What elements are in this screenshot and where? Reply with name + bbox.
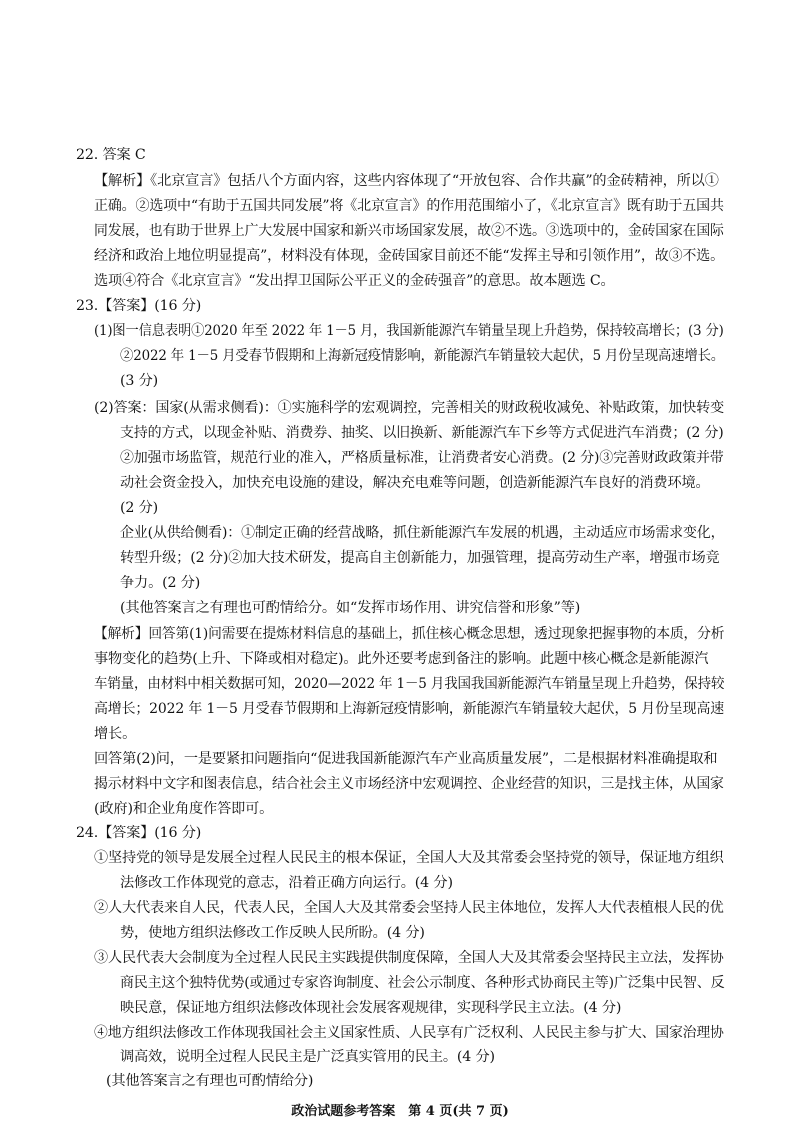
q24-heading: 24.【答案】(16 分) <box>76 825 202 841</box>
q23-part2-line: (2)答案：国家(从需求侧看)：①实施科学的宏观调控，完善相关的财政税收减免、补贴政策，加快转变 <box>94 400 725 416</box>
q23-part2-line: 动社会资金投入，加快充电设施的建设，解决充电难等问题，创造新能源汽车良好的消费环境。 <box>120 475 710 491</box>
q23-part1-line: (1)图一信息表明①2020 年至 2022 年 1－5 月，我国新能源汽车销量呈现上升趋势，保持较高增长；(3 分) <box>94 323 724 339</box>
q24-line: 法修改工作体现党的意志，沿着正确方向运行。(4 分) <box>120 875 453 891</box>
q24-line: ②人大代表来自人民，代表人民，全国人大及其常委会坚持人民主体地位，发挥人大代表植根人民的优 <box>94 900 724 916</box>
q23-part2-line: ②加强市场监管，规范行业的准入，严格质量标准，让消费者安心消费。(2 分)③完善财政政策并带 <box>120 450 724 466</box>
q22-line: 同发展，也有助于世界上广大发展中国家和新兴市场国家发展，故②不选。③选项中的，金砖国家在国际 <box>94 223 724 239</box>
q22-line: 正确。②选项中“有助于五国共同发展”将《北京宣言》的作用范围缩小了，《北京宣言》既有助于五国共 <box>94 198 724 214</box>
q22-line: 经济和政治上地位明显提高”，材料没有体现，金砖国家目前还不能“发挥主导和引领作用”，故③不选。 <box>94 248 724 264</box>
q24-line: 势，使地方组织法修改工作反映人民所盼。(4 分) <box>120 925 425 941</box>
q23-part1-line: (3 分) <box>120 373 159 389</box>
q24-line: 调高效，说明全过程人民民主是广泛真实管用的民主。(4 分) <box>120 1049 495 1065</box>
q24-line: ①坚持党的领导是发展全过程人民民主的根本保证，全国人大及其常委会坚持党的领导，保证地方组织 <box>94 850 724 866</box>
q23-analysis-line: 回答第(2)问，一是要紧扣问题指向“促进我国新能源汽车产业高质量发展”，二是根据材料准确提取和 <box>94 751 718 767</box>
q23-analysis-line: 揭示材料中文字和图表信息，结合社会主义市场经济中宏观调控、企业经营的知识，三是找主体，从国家 <box>94 776 724 792</box>
q23-heading: 23.【答案】(16 分) <box>76 298 202 314</box>
q22-line: 选项④符合《北京宣言》“发出捍卫国际公平正义的金砖强音”的意思。故本题选 C。 <box>94 273 615 289</box>
q23-part2-note: (其他答案言之有理也可酌情给分。如“发挥市场作用、讲究信誉和形象”等) <box>120 600 581 616</box>
q23-analysis-line: 高增长；2022 年 1－5 月受春节假期和上海新冠疫情影响，新能源汽车销量较大起伏，5 月份呈现高速 <box>94 701 725 717</box>
q24-line: ④地方组织法修改工作体现我国社会主义国家性质、人民享有广泛权利、人民民主参与扩大、国家治理协 <box>94 1025 724 1041</box>
q23-part2-line: 转型升级；(2 分)②加大技术研发，提高自主创新能力，加强管理，提高劳动生产率，增强市场竞 <box>120 550 720 566</box>
q24-line: 映民意，保证地方组织法修改体现社会发展客观规律，实现科学民主立法。(4 分) <box>120 1000 622 1016</box>
q23-analysis-line: (政府)和企业角度作答即可。 <box>94 801 274 817</box>
q24-line: ③人民代表大会制度为全过程人民民主实践提供制度保障，全国人大及其常委会坚持民主立法，发挥协 <box>94 950 724 966</box>
q23-part2-line: 支持的方式，以现金补贴、消费券、抽奖、以旧换新、新能源汽车下乡等方式促进汽车消费；(2 分) <box>120 425 724 441</box>
q24-note: (其他答案言之有理也可酌情给分) <box>106 1073 314 1089</box>
q24-line: 商民主这个独特优势(或通过专家咨询制度、社会公示制度、各种形式协商民主等)广泛集中民智、反 <box>120 975 725 991</box>
q23-analysis-line: 车销量，由材料中相关数据可知，2020—2022 年 1－5 月我国我国新能源汽车销量呈现上升趋势，保持较 <box>94 676 725 692</box>
q23-part2-line: (2 分) <box>120 500 159 516</box>
q22-heading: 22. 答案 C <box>76 147 146 163</box>
q23-analysis-line: 事物变化的趋势(上升、下降或相对稳定)。此外还要考虑到备注的影响。此题中核心概念是新能源汽 <box>94 651 709 667</box>
q23-analysis-line: 【解析】回答第(1)问需要在提炼材料信息的基础上，抓住核心概念思想，透过现象把握事物的本质，分析 <box>94 626 725 642</box>
page-footer: 政治试题参考答案 第 4 页(共 7 页) <box>291 1104 509 1119</box>
q22-line: 【解析】《北京宣言》包括八个方面内容，这些内容体现了“开放包容、合作共赢”的金砖精神，所以① <box>94 173 719 189</box>
q23-part1-line: ②2022 年 1－5 月受春节假期和上海新冠疫情影响，新能源汽车销量较大起伏，5 月份呈现高速增长。 <box>120 348 725 364</box>
q23-part2-line: 企业(从供给侧看)：①制定正确的经营战略，抓住新能源汽车发展的机遇，主动适应市场需求变化， <box>120 525 725 541</box>
q23-analysis-line: 增长。 <box>94 726 137 742</box>
q23-part2-line: 争力。(2 分) <box>120 575 201 591</box>
